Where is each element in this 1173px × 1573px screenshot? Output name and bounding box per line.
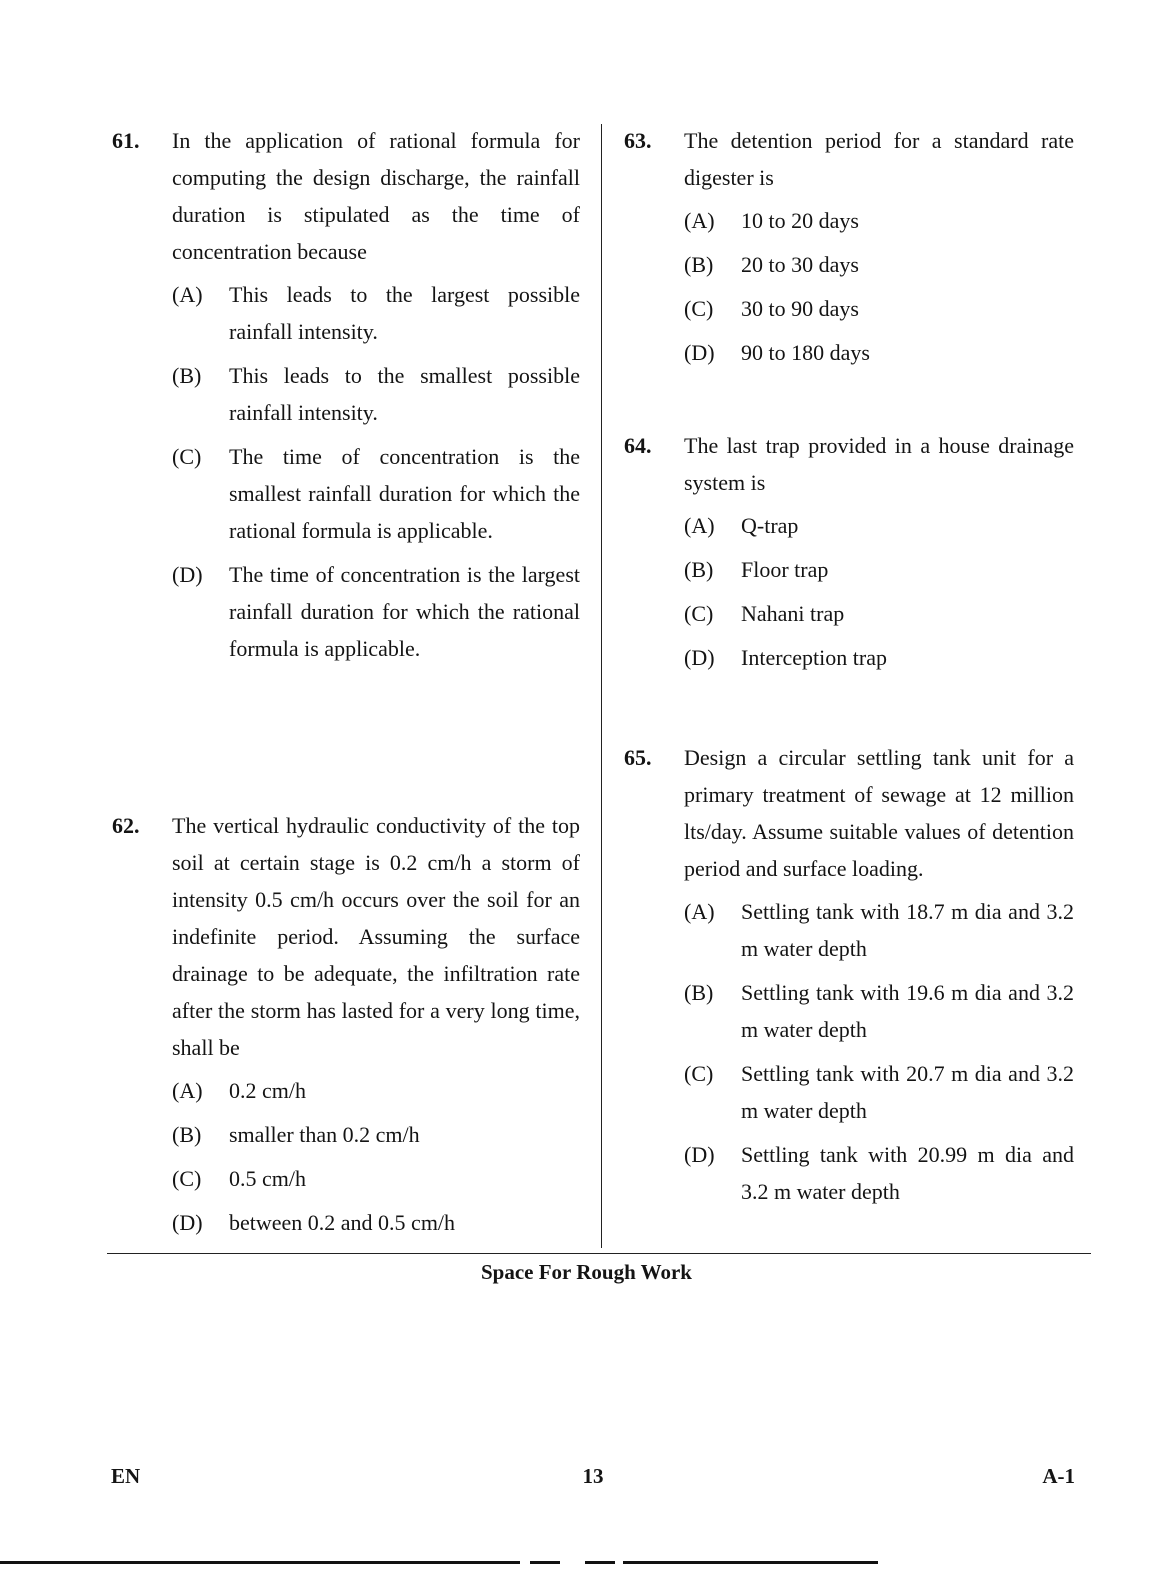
left-column [112,122,580,1248]
option-b [172,357,580,431]
option-text: Settling tank with 20.99 m dia and 3.2 m water depth [741,1142,1074,1204]
option-c [172,438,580,549]
option-list [684,202,1074,371]
option-list [684,507,1074,676]
option-c [684,595,1074,632]
option-label: (B) [172,1122,202,1147]
option-label: (C) [172,1166,202,1191]
option-text: between 0.2 and 0.5 cm/h [229,1210,456,1235]
option-text: 0.5 cm/h [229,1166,306,1191]
question-number: 62. [112,813,140,838]
option-text: 0.2 cm/h [229,1078,306,1103]
option-label: (D) [684,645,715,670]
option-a [684,202,1074,239]
question-number: 61. [112,128,140,153]
question-64 [624,427,1074,739]
question-62 [112,807,580,1241]
option-list [684,893,1074,1210]
option-label: (B) [684,557,714,582]
footer-code: A-1 [1042,1464,1075,1488]
footer-page-number: 13 [582,1464,604,1488]
option-text: smaller than 0.2 cm/h [229,1122,420,1147]
option-list [172,1072,580,1241]
option-text: 90 to 180 days [741,340,870,365]
option-text: Settling tank with 18.7 m dia and 3.2 m water depth [741,899,1074,961]
question-65 [624,739,1074,1210]
option-label: (A) [684,208,715,233]
option-label: (D) [172,1210,203,1235]
option-text: 10 to 20 days [741,208,859,233]
option-b [684,246,1074,283]
option-text: Q-trap [741,513,799,538]
right-column [624,122,1074,1217]
option-c [684,1055,1074,1129]
option-label: (D) [684,340,715,365]
option-label: (A) [172,282,203,307]
option-label: (B) [172,363,202,388]
option-a [684,893,1074,967]
option-a [172,276,580,350]
option-label: (C) [172,444,202,469]
option-text: 30 to 90 days [741,296,859,321]
option-d [684,334,1074,371]
question-text: Design a circular settling tank unit for a primary treatment of sewage at 12 million lts/day. Assume suitable values of detention period and surface loading. [684,745,1074,881]
option-text: This leads to the largest possible rainfall intensity. [229,282,580,344]
option-text: This leads to the smallest possible rainfall intensity. [229,363,580,425]
question-61 [112,122,580,807]
option-text: 20 to 30 days [741,252,859,277]
option-b [684,974,1074,1048]
question-number: 65. [624,745,652,770]
question-text: The last trap provided in a house drainage system is [684,433,1074,495]
option-text: Settling tank with 19.6 m dia and 3.2 m water depth [741,980,1074,1042]
scan-edge-line [0,1561,520,1564]
column-divider [601,124,602,1248]
option-a [172,1072,580,1109]
option-text: Nahani trap [741,601,845,626]
option-d [172,556,580,667]
footer-language: EN [111,1464,141,1488]
scan-edge-line [585,1561,615,1564]
option-text: Settling tank with 20.7 m dia and 3.2 m water depth [741,1061,1074,1123]
question-63 [624,122,1074,427]
horizontal-rule [107,1253,1091,1254]
option-b [172,1116,580,1153]
option-c [684,290,1074,327]
question-number: 63. [624,128,652,153]
option-label: (B) [684,252,714,277]
option-label: (B) [684,980,714,1005]
option-label: (A) [684,899,715,924]
rough-work-heading: Space For Rough Work [480,1260,692,1284]
question-text: The detention period for a standard rate digester is [684,128,1074,190]
option-b [684,551,1074,588]
option-a [684,507,1074,544]
option-label: (D) [172,562,203,587]
option-text: The time of concentration is the largest rainfall duration for which the rational formula is applicable. [229,562,580,661]
option-d [684,639,1074,676]
option-label: (C) [684,1061,714,1086]
option-label: (A) [172,1078,203,1103]
option-text: Floor trap [741,557,829,582]
option-text: The time of concentration is the smallest rainfall duration for which the rational formula is applicable. [229,444,580,543]
option-label: (C) [684,296,714,321]
question-text: In the application of rational formula for computing the design discharge, the rainfall duration is stipulated as the time of concentration because [172,128,580,264]
option-d [172,1204,580,1241]
option-text: Interception trap [741,645,887,670]
question-number: 64. [624,433,652,458]
scan-edge-line [530,1561,560,1564]
question-text: The vertical hydraulic conductivity of the top soil at certain stage is 0.2 cm/h a storm of intensity 0.5 cm/h occurs over the soil for an indefinite period. Assuming the surface drainage to be adequate, the infiltration rate after the storm has lasted for a very long time, shall be [172,813,580,1060]
option-c [172,1160,580,1197]
option-d [684,1136,1074,1210]
option-label: (A) [684,513,715,538]
option-list [172,276,580,667]
option-label: (C) [684,601,714,626]
option-label: (D) [684,1142,715,1167]
scan-edge-line [623,1561,878,1564]
